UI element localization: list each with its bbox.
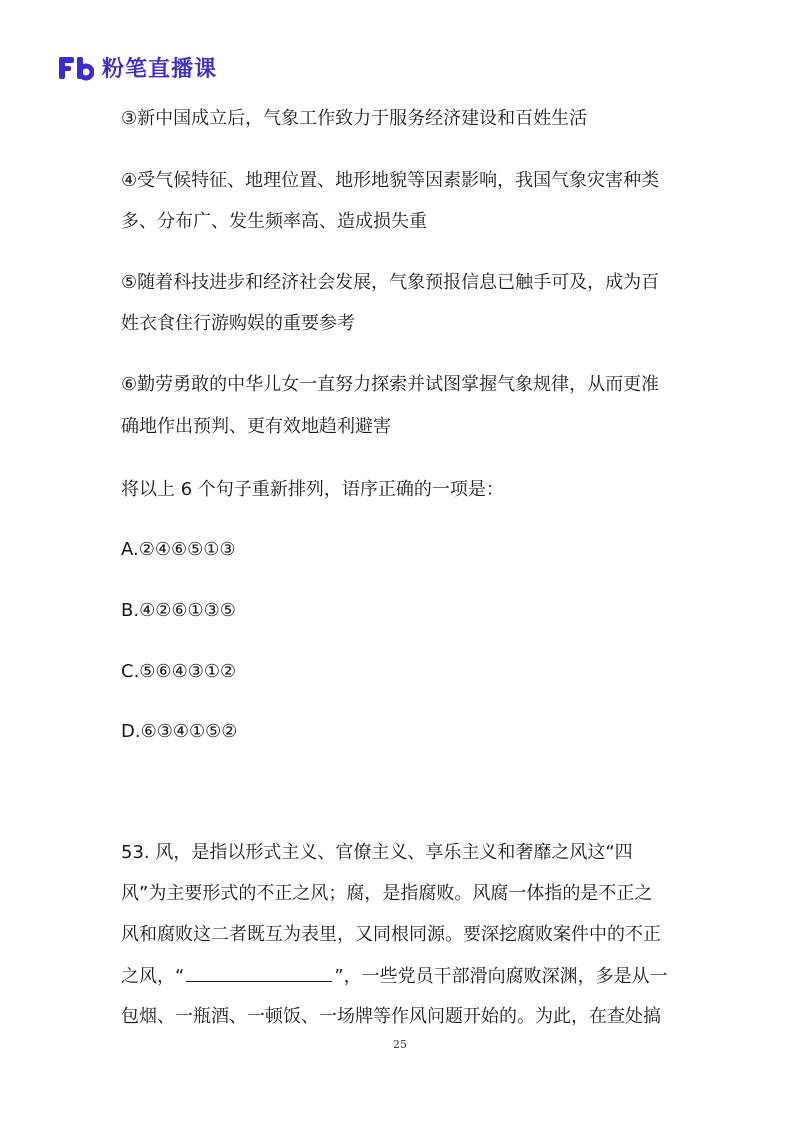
page-number: 25	[393, 1038, 407, 1051]
sentence-5-line-1: ⑤随着科技进步和经济社会发展，气象预报信息已触手可及，成为百	[121, 272, 660, 293]
q53-line-5: 包烟、一瓶酒、一顿饭、一场牌等作风问题开始的。为此，在查处搞	[121, 1006, 661, 1027]
option-c[interactable]: C.⑤⑥④③①②	[121, 661, 237, 682]
sentence-4-line-1: ④受气候特征、地理位置、地形地貌等因素影响，我国气象灾害种类	[121, 170, 660, 191]
q53-line-3: 风和腐败这二者既互为表里，又同根同源。要深挖腐败案件中的不正	[121, 924, 661, 945]
sentence-4-line-2: 多、分布广、发生频率高、造成损失重	[121, 211, 427, 232]
q53-line-4-end: ”，一些党员干部滑向腐败深渊，多是从一	[334, 966, 668, 987]
sentence-5-line-2: 姓衣食住行游购娱的重要参考	[121, 313, 355, 334]
q53-line-4-start: 之风，“	[121, 966, 185, 987]
brand-name: 粉笔直播课	[102, 57, 218, 82]
option-d[interactable]: D.⑥③④①⑤②	[121, 721, 238, 742]
option-a[interactable]: A.②④⑥⑤①③	[121, 539, 236, 560]
option-b[interactable]: B.④②⑥①③⑤	[121, 600, 236, 621]
fb-logo-icon	[58, 55, 94, 81]
q53-line-4	[121, 963, 668, 990]
sentence-6-line-2: 确地作出预判、更有效地趋利避害	[121, 416, 391, 437]
brand-header	[58, 52, 217, 83]
q53-line-2: 风”为主要形式的不正之风；腐，是指腐败。风腐一体指的是不正之	[121, 883, 653, 904]
q53-line-1: 53. 风，是指以形式主义、官僚主义、享乐主义和奢靡之风这“四	[121, 842, 633, 863]
question-prompt: 将以上 6 个句子重新排列，语序正确的一项是：	[121, 479, 504, 500]
fill-in-blank	[186, 963, 332, 982]
sentence-6-line-1: ⑥勤劳勇敢的中华儿女一直努力探索并试图掌握气象规律，从而更准	[121, 374, 660, 395]
sentence-3: ③新中国成立后，气象工作致力于服务经济建设和百姓生活	[121, 108, 588, 129]
